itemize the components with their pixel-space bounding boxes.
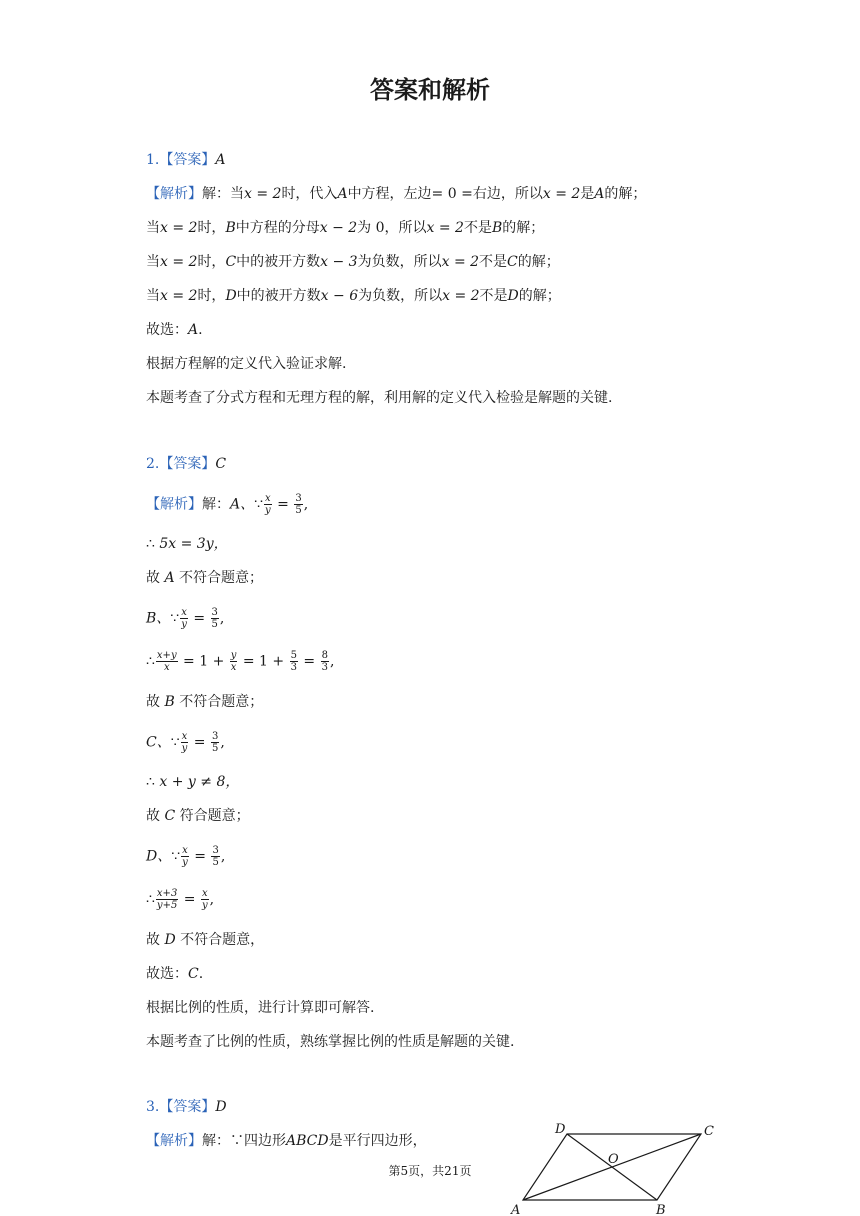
text: 为负数，所以: [358, 288, 443, 304]
math: A: [337, 186, 348, 202]
q2-option-a-conclusion: [146, 568, 263, 588]
text: 为 0，所以: [357, 220, 427, 236]
q3-number: 3.: [146, 1099, 160, 1115]
fraction: $\frac{x+3}{y+5}$: [156, 888, 178, 911]
q2-option-c-result: [146, 772, 239, 792]
math: x = 2: [244, 186, 282, 202]
text: 不符合题意；: [174, 694, 264, 710]
text: 故: [146, 570, 165, 586]
math: C: [507, 254, 518, 270]
q1-answer-tag: 【答案】: [159, 152, 216, 168]
math: x = 2: [442, 288, 480, 304]
q1-pick-line: [146, 320, 203, 340]
text: = 1 +: [178, 653, 229, 670]
text: ∴: [146, 774, 155, 790]
text: 解：∵四边形: [202, 1133, 286, 1149]
fraction: $\frac{3}{5}$: [212, 845, 219, 868]
q2-number: 2.: [146, 456, 160, 472]
text: 故选：: [146, 966, 188, 982]
math: x = 2: [160, 288, 198, 304]
text: 的解；: [518, 288, 561, 304]
text: 解：: [202, 496, 230, 513]
fraction: $\frac{x}{y}$: [201, 888, 208, 911]
text: 的解；: [604, 186, 647, 202]
q2-option-c-given: C、∵ $\frac{x}{y}$ = $\frac{3}{5}$ ,: [146, 731, 225, 754]
text: ∴: [146, 653, 155, 670]
fraction: $\frac{x}{y}$: [265, 493, 271, 516]
text: 是平行四边形，: [328, 1133, 427, 1149]
q2-option-b-result: ∴ $\frac{x+y}{x}$ = 1 + $\frac{y}{x}$ = 1 + $\frac{5}{3}$ = $\frac{8}{3}$ ,: [146, 650, 335, 673]
q2-answer-line: [146, 454, 226, 474]
text: 故: [146, 808, 165, 824]
q1-answer-line: [146, 150, 225, 170]
page-title: 答案和解析: [370, 76, 490, 104]
math: 5x = 3y，: [159, 536, 228, 552]
q1-number: 1.: [146, 152, 160, 168]
math: x = 2: [542, 186, 581, 202]
fraction: $\frac{x}{y}$: [181, 731, 188, 754]
text: 是: [580, 186, 595, 202]
text: 当: [146, 288, 160, 304]
text: 中方程的分母: [235, 220, 320, 236]
text: 不符合题意；: [174, 570, 264, 586]
q2-analysis-tag: 【解析】: [146, 496, 202, 513]
math: C: [188, 966, 199, 982]
text: 不符合题意，: [175, 932, 265, 948]
math: x − 2: [319, 220, 358, 236]
text: 当: [146, 254, 160, 270]
q3-answer-line: [146, 1097, 227, 1117]
fraction: $\frac{3}{5}$: [211, 731, 219, 754]
q2-option-a-result: [146, 534, 228, 554]
text: 时，: [197, 254, 226, 270]
q1-method-line: 根据方程解的定义代入验证求解.: [146, 356, 347, 372]
text: ,: [329, 653, 335, 670]
text: 不是: [479, 288, 508, 304]
math: B: [491, 220, 503, 236]
text: 的解；: [517, 254, 560, 270]
math: A: [164, 570, 175, 586]
option-label: B、: [146, 610, 171, 627]
q3-analysis-tag: 【解析】: [146, 1133, 202, 1149]
q2-option-d-given: D、∵ $\frac{x}{y}$ = $\frac{3}{5}$ ,: [146, 845, 226, 868]
text: 不是: [479, 254, 508, 270]
math: x − 3: [320, 254, 358, 270]
text: 故: [146, 932, 165, 948]
q2-pick-line: [146, 964, 203, 984]
text: 为负数，所以: [357, 254, 442, 270]
q3-answer-value: D: [215, 1099, 227, 1115]
q1-answer-value: A: [215, 152, 226, 168]
text: ∴: [146, 536, 155, 552]
q2-option-a-given: 【解析】解：A、∵ $\frac{x}{y}$ = $\frac{3}{5}$ ,: [146, 493, 309, 516]
q2-method-line: 根据比例的性质，进行计算即可解答.: [146, 1000, 375, 1016]
text: 故选：: [146, 322, 188, 338]
text: ,: [220, 848, 226, 865]
text: 时，: [197, 220, 226, 236]
q2-summary-line: 本题考查了比例的性质，熟练掌握比例的性质是解题的关键.: [146, 1034, 515, 1050]
text: ,: [219, 610, 225, 627]
text: 解：当: [202, 186, 244, 202]
math: B: [225, 220, 236, 236]
fraction: $\frac{8}{3}$: [321, 650, 328, 673]
math: D: [507, 288, 519, 304]
q2-option-c-conclusion: [146, 806, 250, 826]
fraction: $\frac{x}{y}$: [181, 607, 187, 630]
q1-analysis-tag: 【解析】: [146, 186, 202, 202]
math: x = 2: [441, 254, 480, 270]
fraction: $\frac{x+y}{x}$: [156, 650, 177, 673]
text: 不是: [463, 220, 492, 236]
text: 时，代入: [281, 186, 338, 202]
q1-analysis-line-1: [146, 184, 646, 204]
text: .: [198, 322, 203, 338]
q3-analysis-line-1: [146, 1131, 427, 1151]
text: 中方程，左边= 0 =右边，所以: [347, 186, 543, 202]
math: C: [164, 808, 176, 824]
option-label: D、: [146, 848, 172, 865]
math: x = 2: [160, 254, 198, 270]
math: x = 2: [426, 220, 464, 236]
fraction: $\frac{3}{5}$: [295, 493, 302, 516]
math: A: [188, 322, 199, 338]
page-footer: 第5页，共21页: [388, 1164, 472, 1178]
vertex-label-a: A: [511, 1203, 521, 1216]
text: 当: [146, 220, 160, 236]
math: C: [225, 254, 237, 270]
vertex-label-d: D: [555, 1122, 566, 1137]
vertex-label-b: B: [656, 1203, 666, 1216]
text: ∵: [170, 734, 180, 751]
q1-analysis-line-2: [146, 218, 544, 238]
text: ,: [220, 734, 225, 751]
text: .: [198, 966, 204, 982]
fraction: $\frac{5}{3}$: [290, 650, 297, 673]
text: ∵: [254, 496, 264, 513]
text: 符合题意；: [175, 808, 250, 824]
math: x − 6: [320, 288, 359, 304]
math: x = 2: [160, 220, 198, 236]
fraction: $\frac{y}{x}$: [230, 650, 237, 673]
math: ABCD: [286, 1133, 329, 1149]
text: 中的被开方数: [236, 254, 321, 270]
q3-answer-tag: 【答案】: [159, 1099, 216, 1115]
text: ,: [209, 891, 215, 908]
text: ∵: [171, 848, 181, 865]
math: B: [164, 694, 175, 710]
math: A: [594, 186, 605, 202]
q2-option-d-result: ∴ $\frac{x+3}{y+5}$ = $\frac{x}{y}$ ,: [146, 888, 215, 911]
math: D: [164, 932, 176, 948]
text: 时，: [197, 288, 226, 304]
q2-option-b-given: B、∵ $\frac{x}{y}$ = $\frac{3}{5}$ ,: [146, 607, 225, 630]
q2-answer-tag: 【答案】: [159, 456, 216, 472]
text: ∴: [146, 891, 155, 908]
text: 故: [146, 694, 165, 710]
text: 的解；: [502, 220, 545, 236]
text: = 1 +: [238, 653, 289, 670]
text: ,: [303, 496, 309, 513]
q1-analysis-line-4: [146, 286, 561, 306]
fraction: $\frac{x}{y}$: [182, 845, 188, 868]
option-label: C、: [146, 734, 171, 751]
text: ∵: [170, 610, 180, 627]
math: x + y ≠ 8，: [159, 774, 240, 790]
text: 中的被开方数: [236, 288, 321, 304]
q1-summary-line: 本题考查了分式方程和无理方程的解，利用解的定义代入检验是解题的关键.: [146, 390, 613, 406]
vertex-label-c: C: [704, 1124, 714, 1139]
option-label: A、: [230, 496, 255, 513]
q1-analysis-line-3: [146, 252, 560, 272]
center-label-o: O: [608, 1152, 619, 1167]
q2-answer-value: C: [215, 456, 227, 472]
fraction: $\frac{3}{5}$: [211, 607, 218, 630]
q2-option-b-conclusion: [146, 692, 263, 712]
math: D: [225, 288, 237, 304]
q2-option-d-conclusion: [146, 930, 264, 950]
